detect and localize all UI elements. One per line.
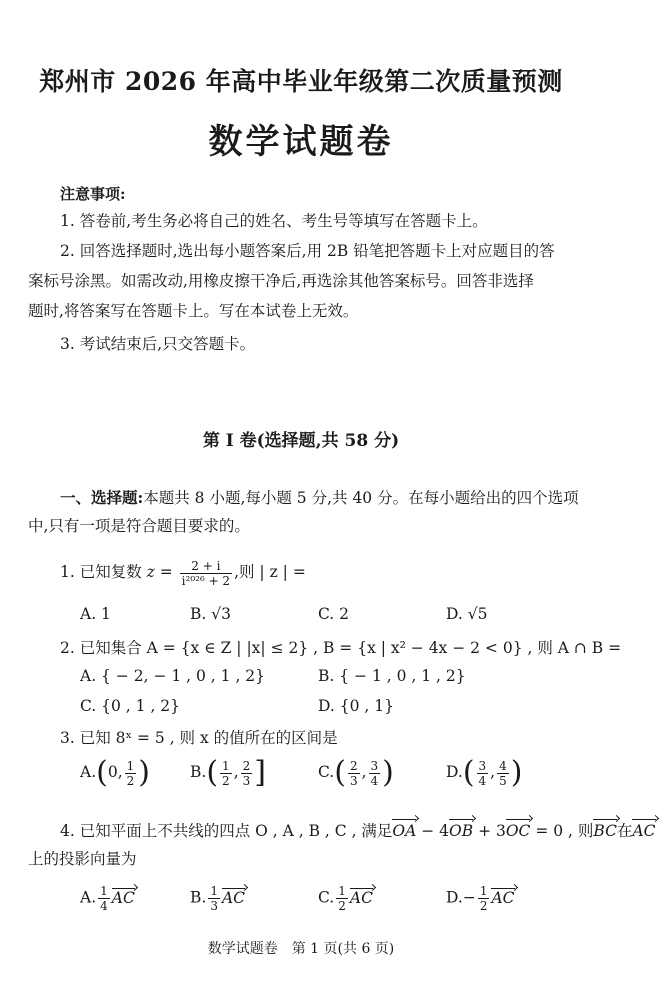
q3a-left: 0 [107,763,118,781]
q1-lead: 1. 已知复数 [60,563,147,581]
q3c-lden: 3 [349,773,358,788]
q4a-den: 4 [100,899,108,913]
left-paren-icon: ( [462,755,475,790]
section-text-line2: 中,只有一项是符合题目要求的。 [28,517,250,535]
q1-tail: ,则 | z | = [234,563,306,581]
vector-ac: AC [632,822,656,840]
q3-option-d: D.( $\frac{3}{4}$ , $\frac{4}{5}$ ) [446,755,523,790]
q2-option-c: C. {0 , 1 , 2} [80,697,181,715]
q2-option-a: A. { − 2, − 1 , 0 , 1 , 2} [80,667,266,685]
vector-bc: BC [593,822,617,840]
q3a-label: A. [80,763,97,781]
q3a-frac [125,759,137,788]
q4a-vector: AC [111,888,135,907]
q4-option-b [190,884,245,913]
question-3: 3. 已知 8ˣ = 5 , 则 x 的值所在的区间是 [60,729,338,747]
part-heading: 第 Ⅰ 卷(选择题,共 58 分) [202,431,400,451]
q1-option-a: A. 1 [80,605,111,623]
q2-option-d: D. {0 , 1} [318,697,394,715]
left-paren-icon: ( [206,755,219,790]
q3c-frac-left [348,759,360,788]
q3b-lden: 2 [222,773,230,788]
vector-oa: OA [392,822,417,840]
q4b-den: 3 [210,899,218,913]
right-paren-icon: ) [382,755,394,790]
q3d-lden: 4 [478,773,487,788]
q2-option-b: B. { − 1 , 0 , 1 , 2} [318,667,466,685]
q3-option-a: A.(0, $\frac{1}{2}$ ) [80,755,151,790]
q4b-vector: AC [221,888,246,907]
q3c-lnum: 2 [349,758,358,773]
q3c-rnum: 3 [370,758,379,773]
q4c-num: 1 [338,884,346,898]
q4-m4: − 4 [416,822,450,840]
vector-oc: OC [505,822,531,840]
q4a-frac [98,884,110,913]
q3d-frac-left [477,759,489,788]
q1-option-c: C. 2 [318,605,350,623]
q4d-num: 1 [479,884,488,898]
vector-ob: OB [449,822,474,840]
q4a-num: 1 [100,884,108,898]
note-line: 1. 答卷前,考生务必将自己的姓名、考生号等填写在答题卡上。 [60,212,488,230]
q1-var: z [146,563,155,581]
q4d-label: D. [446,888,463,907]
q4-zai: 在 [616,822,633,840]
q1-den: i²⁰²⁶ + 2 [181,573,231,588]
question-4 [60,820,656,842]
q1-num: 2 + i [180,559,232,574]
question-1 [60,557,306,588]
q4-option-a [80,884,135,913]
q4d-den: 2 [479,899,488,913]
q4c-den: 2 [338,899,346,913]
q4-lead: 4. 已知平面上不共线的四点 O , A , B , C , 满足 [60,822,393,840]
q4a-label: A. [80,888,97,907]
q3d-label: D. [446,763,463,781]
q4-p3: + 3 [473,822,506,840]
q3a-num: 1 [126,758,135,773]
q3-option-c: C.( $\frac{2}{3}$ , $\frac{3}{4}$ ) [318,755,394,790]
left-paren-icon: ( [96,755,108,790]
q3d-rnum: 4 [499,758,507,773]
note-line: 2. 回答选择题时,选出每小题答案后,用 2B 铅笔把答题卡上对应题目的答 [60,242,555,260]
question-4-line2: 上的投影向量为 [28,850,137,868]
q4c-vector: AC [349,888,373,907]
q4d-frac [478,884,490,913]
q4-option-c [318,884,373,913]
exam-subtitle: 数学试题卷 [208,122,394,162]
exam-title: 郑州市 2026 年高中毕业年级第二次质量预测 [39,67,563,96]
q4-option-d [446,884,515,913]
q4b-frac [208,884,220,913]
page-footer: 数学试题卷 第 1 页(共 6 页) [207,941,395,957]
note-line: 3. 考试结束后,只交答题卡。 [60,335,256,353]
question-2: 2. 已知集合 A = {x ∈ Z | |x| ≤ 2} , B = {x | x² − 4x − 2 < 0} , 则 A ∩ B = [60,639,622,657]
q3a-den: 2 [126,773,135,788]
q3b-lnum: 1 [222,758,230,773]
q3b-label: B. [190,763,207,781]
q4c-frac [336,884,348,913]
q1-option-d: D. √5 [446,605,488,623]
q4b-label: B. [190,888,207,907]
left-paren-icon: ( [334,755,346,790]
note-line: 案标号涂黑。如需改动,用橡皮擦干净后,再选涂其他答案标号。回答非选择 [28,272,534,290]
q3b-frac-left [220,759,232,788]
section-lead: 一、选择题: [60,488,144,507]
notes-heading: 注意事项: [60,185,126,203]
q3d-lnum: 3 [478,758,487,773]
right-paren-icon: ) [138,755,151,790]
q4d-vector: AC [491,888,515,907]
q3d-rden: 5 [499,773,507,788]
right-paren-icon: ] [254,755,266,790]
q3b-rden: 3 [242,773,251,788]
q3d-frac-right [497,759,509,788]
q3c-label: C. [318,763,335,781]
q4-eq0: = 0 , 则 [530,822,594,840]
section-heading [60,487,579,509]
q1-eq: = [154,563,178,581]
section-text: 本题共 8 小题,每小题 5 分,共 40 分。在每小题给出的四个选项 [143,489,579,507]
q3b-rnum: 2 [242,758,251,773]
note-line: 题时,将答案写在答题卡上。写在本试卷上无效。 [28,302,359,320]
right-paren-icon: ) [510,755,523,790]
q3c-rden: 4 [370,773,379,788]
q1-option-b: B. √3 [190,605,231,623]
q4c-label: C. [318,888,335,907]
q4b-num: 1 [210,884,218,898]
q4d-sign: − [462,888,476,907]
q3b-frac-right [241,759,253,788]
q3c-frac-right [369,759,381,788]
q1-fraction [180,559,232,588]
q3-option-b: B.( $\frac{1}{2}$ , $\frac{2}{3}$ ] [190,755,266,790]
